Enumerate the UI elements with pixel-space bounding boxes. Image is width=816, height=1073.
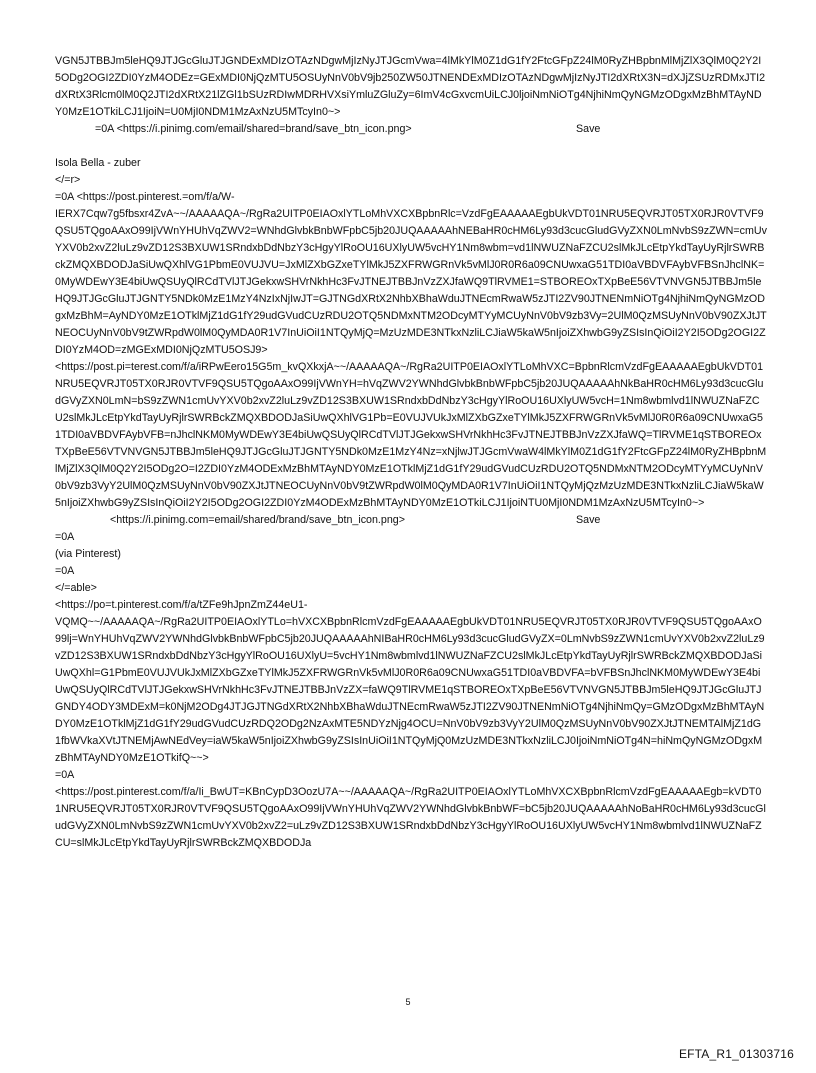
text-line: =0A [55,565,75,577]
encoded-link-paragraph: <https://post.pi=terest.com/f/a/iRPwEero15G5m_kvQXkxjA~~/AAAAAQA~/RgRa2UITP0EIAOxlYTLoMhVXC=BpbnRlcmVzdFgEAAAAAEgbUkVDT01NRU5EQVRJT05TX0RJR0VTVF9QSU5TQgoAAxO99IjVWnYH=hVqZWV2YWNhdGlvbkBnbWFpbC5jb20JUQAAAAAhNkBaHR0cHM6Ly93d3cucGludGVyZXN0LmN=bS9zZWN1cmUvYXV0b2xvZ2luLz9vZD12S3BXUW1SRndxbDdNbzY3cHgyYlRoOU16UXlyUW5vcH=1Nm8wbmlvd1lNWUZNaFZCU2slMkJLcEtpYkdTayUyRjlrSWRBckZMQXBDODJaSiUwQXhlVG1Pb=E0VUJVUkJxMlZXbGZxeTYlMkJ5ZXFRWGRnVk5vMlJ0R0R6a09CNUwxaG51TDI0aVBDVFAybVFB=nJhclNKM0MyWDEwY3E4biUwQSUyQlRCdTVlJTJGekxwSHVrNkhHc3FvJTNEJTBBJnVzZXJfaWQ=TlRVME1qSTBOREOxTXpBeE56VTVNVGN5JTBBJm5leHQ9JTJGcGluJTJGNTY5NDk0MzE1MzY4Nz=xNjlwJTJGcmVwaW4lMkYlM0Z1dG1fY2FtcGFpZ24lM0RyZHBpbnMlMjZlX3QlM0Q2Y2I5ODg2O=I2ZDI0YzM4ODExMzBhMTAyNDY0MzE1OTklMjZ1dG1fY29udGVudCUzRDU2OTQ5NDMxNTM2ODcyMTYyMCUyNnV0bV9zb3VyY2UlM0QzMSUyNnV0bV90ZXJtJTNEOCUyNnV0bV9tZWRpdW0lM0QyMDA0R1V7InUiOiI1NTQyMjQzMzUzMDE3NTkxNzliLCJiaW5kaW5nIjoiZXhwbG9yZSIsInQiOiI2Y2I5ODg2OGI2ZDI0YzM4ODExMzBhMTAyNDY0MzE1OTkiLCJ1IjoiNTU0MjI0NDM1MzAxNzU5MTcyIn0~> [55,361,767,509]
encoded-link-paragraph: VQMQ~~/AAAAAQA~/RgRa2UITP0EIAOxlYTLo=hVXCXBpbnRlcmVzdFgEAAAAAEgbUkVDT01NRU5EQVRJT05TX0RJR0VTVF9QSU5TQgoAAxO99lj=WnYHUhVqZWV2YWNhdGlvbkBnbWFpbC5jb20JUQAAAAAhNIBaHR0cHM6Ly93d3cucGludGVyZX=0LmNvbS9zZWN1cmUvYXV0b2xvZ2luLz9vZD12S3BXUW1SRndxbDdNbzY3cHgyYlRoOU16UXlyU=5vcHY1Nm8wbmlvd1lNWUZNaFZCU2slMkJLcEtpYkdTayUyRjlrSWRBckZMQXBDODJaSiUwQXhl=G1PbmE0VUJVUkJxMlZXbGZxeTYlMkJ5ZXFRWGRnVk5vMlJ0R0R6a09CNUwxaG51TDI0aVBDVFA=bVFBSnJhclNKM0MyWDEwY3E4biUwQSUyQlRCdTVlJTJGekxwSHVrNkhHc3FvJTNEJTBBJnVzZX=faWQ9TlRVME1qSTBOREOxTXpBeE56VTVNVGN5JTBBJm5leHQ9JTJGcGluJTJGNDY4ODY3MDExM=k0NjM2ODg4JTJGJTNGdXRtX2NhbXBhaWduJTNEcmRwaW5zJTI2ZV90JTNENmNiOTg4NjhiNmQy=GMzODgxMzBhMTAyNDY0MzE1OTklMjZ1dG1fY29udGVudCUzRDQ2ODg2NzAxMTE5NDYzNjg4OCU=NnV0bV9zb3VyY2UlM0QzMSUyNnV0bV90ZXJtJTNEMTAlMjZ1dG1fbWVkaXVtJTNEMjAwNEdVey=iaW5kaW5nIjoiZXhwbG9yZSIsInUiOiI1NTQyMjQ0MzUzMDE3NTkxNzliLCJ0IjoiNmNiOTg4N=hiNmQyNGMzODgxMzBhMTAyNDY0MzE1OTkifQ~~> [55,616,765,764]
bates-number: EFTA_R1_01303716 [678,1047,794,1061]
save-button-row [55,121,767,138]
save-button-row [55,512,767,529]
save-label: Save [576,514,601,526]
encoded-link-paragraph: IERX7Cqw7g5fbsxr4ZvA~~/AAAAAQA~/RgRa2UITP0EIAOxlYTLoMhVXCXBpbnRlc=VzdFgEAAAAAEgbUkVDT01NRU5EQVRJT05TX0RJR0VTVF9QSU5TQgoAAxO99IjVWnYHUhVqZWV2=WNhdGlvbkBnbWFpbC5jb20JUQAAAAAhNEBaHR0cHM6Ly93d3cucGludGVyZXN0LmNvbS9zZWN=cmUvYXV0b2xvZ2luLz9vZD12S3BXUW1SRndxbDdNbzY3cHgyYlRoOU16UXlyUW5vcHY1Nm8wbm=vd1lNWUZNaFZCU2slMkJLcEtpYkdTayUyRjlrSWRBckZMQXBDODJaSiUwQXhlVG1PbmE0VUJVU=JxMlZXbGZxeTYlMkJ5ZXFRWGRnVk5vMlJ0R0R6a09CNUwxaG51TDI0aVBDVFAybVFBSnJhclNK=0MyWDEwY3E4biUwQSUyQlRCdTVlJTJGekxwSHVrNkhHc3FvJTNEJTBBJnVzZXJfaWQ9TlRVME1=STBOREOxTXpBeE56VTVNVGN5JTBBJm5leHQ9JTJGcGluJTJGNTY5NDk0MzE1MzY4NzIxNjIwJT=GJTNGdXRtX2NhbXBhaWduJTNEcmRwaW5zJTI2ZV90JTNENmNiOTg4NjhiNmQyNGMzODgxMzBhM=AyNDY0MzE1OTklMjZ1dG1fY29udGVudCUzRDU2OTQ5NDMxNTM2ODcyMTYyMCUyNnV0bV9zb3Vy=2UlM0QzMSUyNnV0bV90ZXJtJTNEOCUyNnV0bV9tZWRpdW0lM0QyMDA0R1V7InUiOiI1NTQyMjQ=MzUzMDE3NTkxNzliLCJiaW5kaW5nIjoiZXhwbG9yZSIsInQiOiI2Y2I5ODg2OGI2ZDI0YzM4OD=zMGExMDI0NjQzMTU5OSJ9> [55,208,767,356]
page-number: 5 [405,997,411,1007]
save-icon-link: <https://i.pinimg.com=email/shared/brand/save_btn_icon.png> [110,514,405,526]
save-icon-link: =0A <https://i.pinimg.com/email/shared=brand/save_btn_icon.png> [95,123,412,135]
text-line: =0A [55,531,75,543]
text-line: <https://po=t.pinterest.com/f/a/tZFe9hJpnZmZ44eU1- [55,599,308,611]
email-body-text [55,53,767,852]
encoded-link-paragraph: VGN5JTBBJm5leHQ9JTJGcGluJTJGNDExMDIzOTAzNDgwMjIzNyJTJGcmVwa=4lMkYlM0Z1dG1fY2FtcGFpZ24lM0RyZHBpbnMlMjZlX3QlM0Q2Y2I5ODg2OGI2ZDI0YzM4ODEz=GExMDI0NjQzMTU5OSUyNnV0bV9jb250ZW50JTNENDExMDIzOTAzNDgwMjIzNyJTI2dXRtX3N=dXJjZSUzRDMxJTI2dXRtX3Rlcm0lM0Q2JTI2dXRtX21lZGl1bSUzRDIwMDRHVXsiYmluZGluZy=6ImV4cGxvcmUiLCJ0ljoiNmNiOTg4NjhiNmQyNGMzODgxMzBhMTAyNDY0MzE1OTkiLCJ1IjoiN=U0MjI0NDM1MzAxNzU5MTcyIn0~> [55,55,766,118]
text-line: =0A <https://post.pinterest.=om/f/a/W- [55,191,235,203]
text-line: Isola Bella - zuber [55,157,141,169]
text-line: (via Pinterest) [55,548,121,560]
text-line: </=able> [55,582,97,594]
text-line: =0A [55,769,75,781]
encoded-link-paragraph: <https://post.pinterest.com/f/a/Ii_BwUT=KBnCypD3OozU7A~~/AAAAAQA~/RgRa2UITP0EIAOxlYTLoMhVXCXBpbnRlcmVzdFgEAAAAAEgb=kVDT01NRU5EQVRJT05TX0RJR0VTVF9QSU5TQgoAAxO99IjVWnYHUhVqZWV2YWNhdGlvbkBnbWF=bC5jb20JUQAAAAAhNoBaHR0cHM6Ly93d3cucGludGVyZXN0LmNvbS9zZWN1cmUvYXV0b2xvZ2=uLz9vZD12S3BXUW1SRndxbDdNbzY3cHgyYlRoOU16UXlyUW5vcHY1Nm8wbmlvd1lNWUZNaFZCU=slMkJLcEtpYkdTayUyRjlrSWRBckZMQXBDODJa [55,786,766,849]
text-line: </=r> [55,174,81,186]
save-label: Save [576,123,601,135]
blank-line [55,138,767,155]
